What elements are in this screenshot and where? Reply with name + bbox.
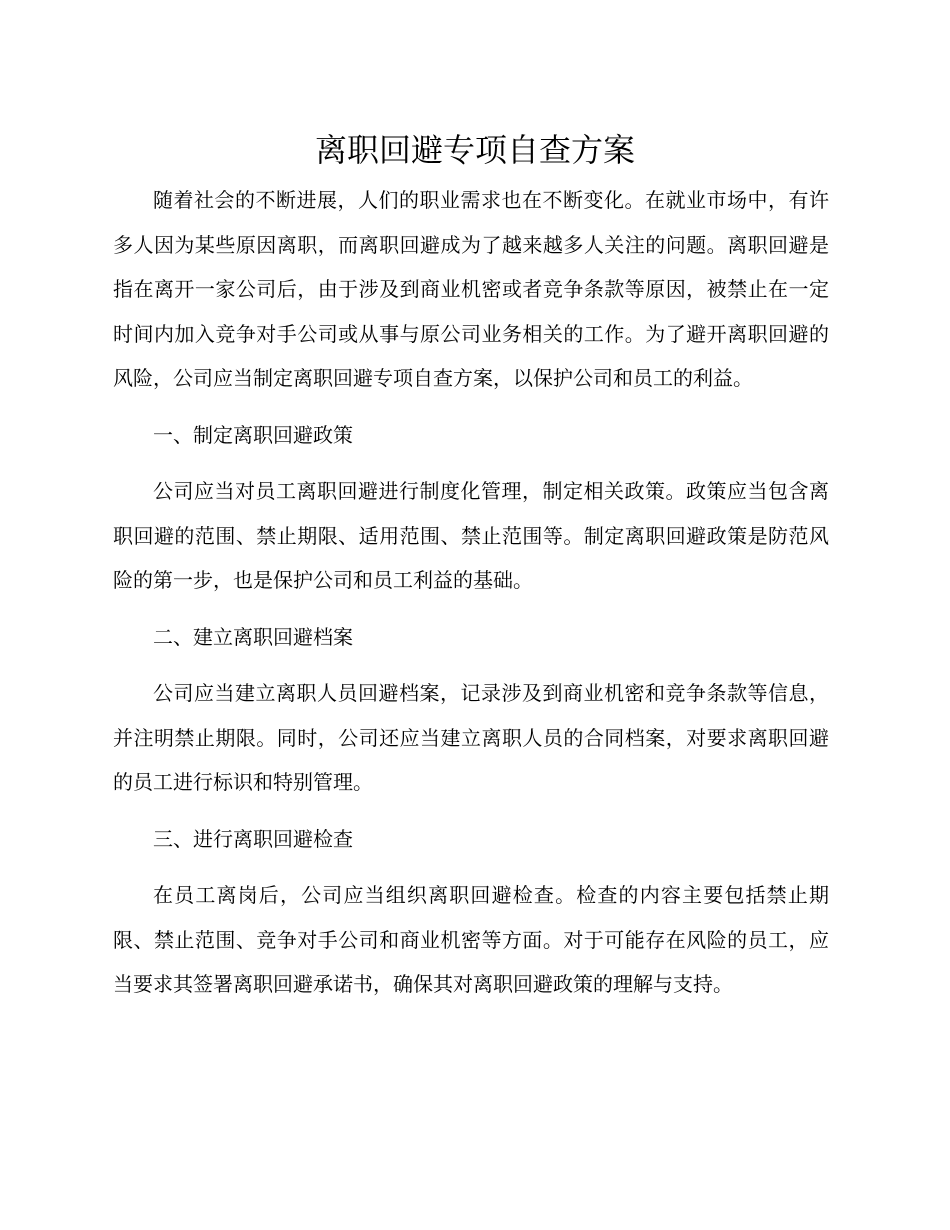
- section-heading-2: 二、建立离职回避档案: [153, 624, 353, 649]
- section-paragraph-2: 公司应当建立离职人员回避档案，记录涉及到商业机密和竞争条款等信息，并注明禁止期限。同时，公司还应当建立离职人员的合同档案，对要求离职回避的员工进行标识和特别管理。: [113, 681, 829, 794]
- document-title: 离职回避专项自查方案: [314, 131, 635, 169]
- intro-paragraph: 随着社会的不断进展，人们的职业需求也在不断变化。在就业市场中，有许多人因为某些原因离职，而离职回避成为了越来越多人关注的问题。离职回避是指在离开一家公司后，由于涉及到商业机密或者竞争条款等原因，被禁止在一定时间内加入竞争对手公司或从事与原公司业务相关的工作。为了避开离职回避的风险，公司应当制定离职回避专项自查方案，以保护公司和员工的利益。: [113, 188, 829, 390]
- section-paragraph-1: 公司应当对员工离职回避进行制度化管理，制定相关政策。政策应当包含离职回避的范围、禁止期限、适用范围、禁止范围等。制定离职回避政策是防范风险的第一步，也是保护公司和员工利益的基础。: [113, 479, 829, 592]
- section-heading-1: 一、制定离职回避政策: [153, 422, 353, 447]
- section-heading-3: 三、进行离职回避检查: [153, 826, 353, 851]
- document-body: [113, 178, 829, 1007]
- section-paragraph-3: 在员工离岗后，公司应当组织离职回避检查。检查的内容主要包括禁止期限、禁止范围、竞争对手公司和商业机密等方面。对于可能存在风险的员工，应当要求其签署离职回避承诺书，确保其对离职回避政策的理解与支持。: [113, 883, 829, 996]
